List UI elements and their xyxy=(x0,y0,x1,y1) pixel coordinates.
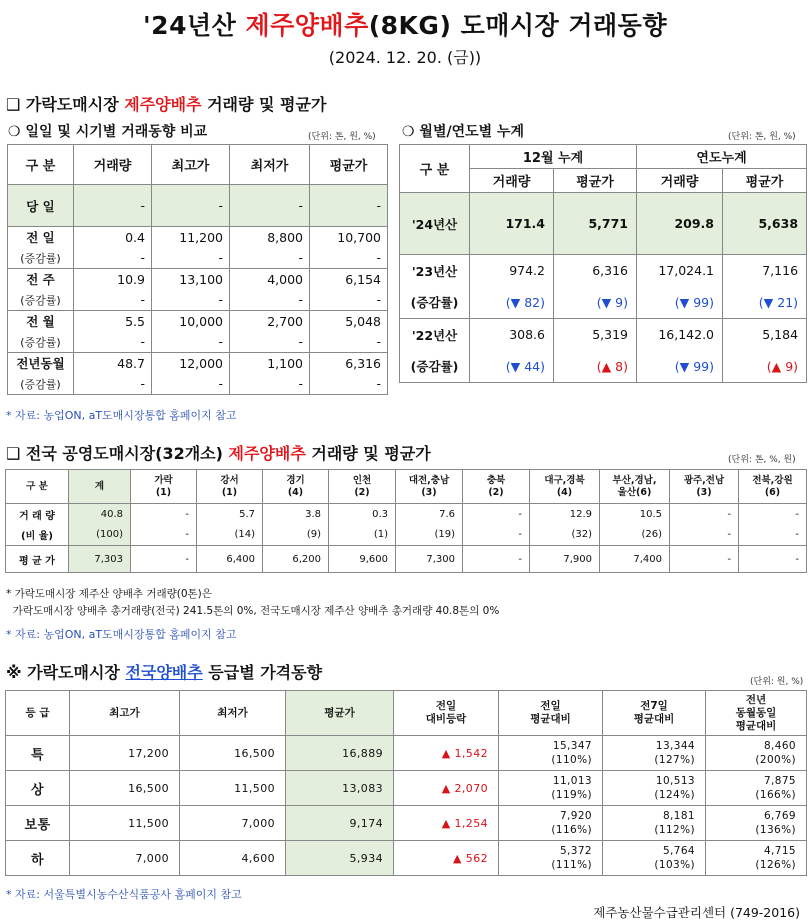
col-header: 경기 (4) xyxy=(263,470,329,504)
table-row: 당 일 - - - - xyxy=(8,185,388,227)
col-header: 충북 (2) xyxy=(463,470,530,504)
col-header: 강서 (1) xyxy=(197,470,263,504)
section2-note-1: * 가락도매시장 제주산 양배추 거래량(0톤)은 xyxy=(6,588,212,600)
table-row: '23년산 974.2 6,316 17,024.1 7,116 xyxy=(400,255,807,287)
col-header: 최저가 xyxy=(230,145,310,185)
title-highlight: 제주양배추 xyxy=(245,11,369,40)
col-header: 가락 (1) xyxy=(131,470,197,504)
col-header: 최저가 xyxy=(180,691,286,736)
table-row: (비 율) (100) - (14) (9) (1) (19) - (32) (26) - - xyxy=(6,525,807,546)
section3-unit: (단위: 원, %) xyxy=(750,677,804,687)
col-header: 구 분 xyxy=(6,470,69,504)
table-row: '22년산 308.6 5,319 16,142.0 5,184 xyxy=(400,319,807,351)
col-header: 인천 (2) xyxy=(329,470,396,504)
col-header: 등 급 xyxy=(6,691,70,736)
grade-price-table xyxy=(5,690,807,876)
footer-org: 제주농산물수급관리센터 (749-2016) xyxy=(593,905,800,920)
col-header: 전7일 평균대비 xyxy=(603,691,706,736)
section1-heading: ❑ 가락도매시장 제주양배추 거래량 및 평균가 xyxy=(6,95,327,114)
section3-heading: ※ 가락도매시장 전국양배추 등급별 가격동향 xyxy=(6,663,323,682)
section2-source: * 자료: 농업ON, aT도매시장통합 홈페이지 참고 xyxy=(6,628,237,641)
section1-source: * 자료: 농업ON, aT도매시장통합 홈페이지 참고 xyxy=(6,409,237,422)
col-header: 거래량 xyxy=(637,169,723,193)
table-row: 특 17,200 16,500 16,889 ▲ 1,542 15,347 (110%) 13,344 (127%) 8,460 (200%) xyxy=(6,736,807,771)
col-header: 계 xyxy=(69,470,131,504)
page-title: '24년산 제주양배추(8KG) 도매시장 거래동향 xyxy=(143,11,667,40)
col-header: 구 분 xyxy=(400,145,470,193)
col-header: 전일 대비등락 xyxy=(394,691,499,736)
table-subrow: (증감률) - - - - xyxy=(8,332,388,353)
section1-right-subheading: ❍ 월별/연도별 누계 xyxy=(402,124,525,140)
col-header: 평균가 xyxy=(723,169,807,193)
section3-source: * 자료: 서울특별시농수산식품공사 홈페이지 참고 xyxy=(6,888,242,901)
col-header: 부산,경남, 울산(6) xyxy=(600,470,670,504)
col-header: 대구,경북 (4) xyxy=(530,470,600,504)
section1-left-subheading: ❍ 일일 및 시기별 거래동향 비교 xyxy=(8,124,208,140)
report-date: (2024. 12. 20. (금)) xyxy=(328,48,482,67)
table-row: 보통 11,500 7,000 9,174 ▲ 1,254 7,920 (116%) 8,181 (112%) 6,769 (136%) xyxy=(6,806,807,841)
daily-trade-table xyxy=(7,144,388,395)
group-header-dec: 12월 누계 xyxy=(470,145,637,169)
section2-note-2: 가락도매시장 양배추 총거래량(전국) 241.5톤의 0%, 전국도매시장 제주산 양배추 총거래량 40.8톤의 0% xyxy=(6,605,500,617)
col-header: 전일 평균대비 xyxy=(499,691,603,736)
col-header: 구 분 xyxy=(8,145,74,185)
col-header: 전북,강원 (6) xyxy=(739,470,807,504)
section1-left-unit: (단위: 톤, 원, %) xyxy=(308,132,376,142)
table-row: 전 월 5.5 10,000 2,700 5,048 xyxy=(8,311,388,332)
col-header: 대전,충남 (3) xyxy=(396,470,463,504)
section2-unit: (단위: 톤, %, 원) xyxy=(728,455,796,465)
col-header: 평균가 xyxy=(310,145,388,185)
col-header: 광주,전남 (3) xyxy=(670,470,739,504)
group-header-year: 연도누계 xyxy=(637,145,807,169)
table-subrow: (증감률) - - - - xyxy=(8,290,388,311)
col-header: 거래량 xyxy=(74,145,152,185)
col-header: 전년 동월동일 평균대비 xyxy=(706,691,807,736)
table-row: 상 16,500 11,500 13,083 ▲ 2,070 11,013 (119%) 10,513 (124%) 7,875 (166%) xyxy=(6,771,807,806)
table-row: 전년동월 48.7 12,000 1,100 6,316 xyxy=(8,353,388,374)
table-row: '24년산 171.4 5,771 209.8 5,638 xyxy=(400,193,807,255)
cumulative-table xyxy=(399,144,807,383)
col-header: 최고가 xyxy=(152,145,230,185)
col-header: 평균가 xyxy=(554,169,637,193)
section2-heading: ❑ 전국 공영도매시장(32개소) 제주양배추 거래량 및 평균가 xyxy=(6,444,431,463)
col-header: 최고가 xyxy=(70,691,180,736)
table-row: 전 주 10.9 13,100 4,000 6,154 xyxy=(8,269,388,290)
section1-right-unit: (단위: 톤, 원, %) xyxy=(728,132,796,142)
national-market-table xyxy=(5,469,807,573)
col-header: 평균가 xyxy=(286,691,394,736)
table-subrow: (증감률) - - - - xyxy=(8,374,388,395)
table-subrow: (증감률) (▼ 82) (▼ 9) (▼ 99) (▼ 21) xyxy=(400,287,807,319)
table-row: 전 일 0.4 11,200 8,800 10,700 xyxy=(8,227,388,248)
table-subrow: (증감률) (▼ 44) (▲ 8) (▼ 99) (▲ 9) xyxy=(400,351,807,383)
table-row: 평 균 가 7,303 - 6,400 6,200 9,600 7,300 - 7,900 7,400 - - xyxy=(6,546,807,573)
table-subrow: (증감률) - - - - xyxy=(8,248,388,269)
table-row: 거 래 량 40.8 - 5.7 3.8 0.3 7.6 - 12.9 10.5 - - xyxy=(6,504,807,525)
table-row: 하 7,000 4,600 5,934 ▲ 562 5,372 (111%) 5,764 (103%) 4,715 (126%) xyxy=(6,841,807,876)
col-header: 거래량 xyxy=(470,169,554,193)
